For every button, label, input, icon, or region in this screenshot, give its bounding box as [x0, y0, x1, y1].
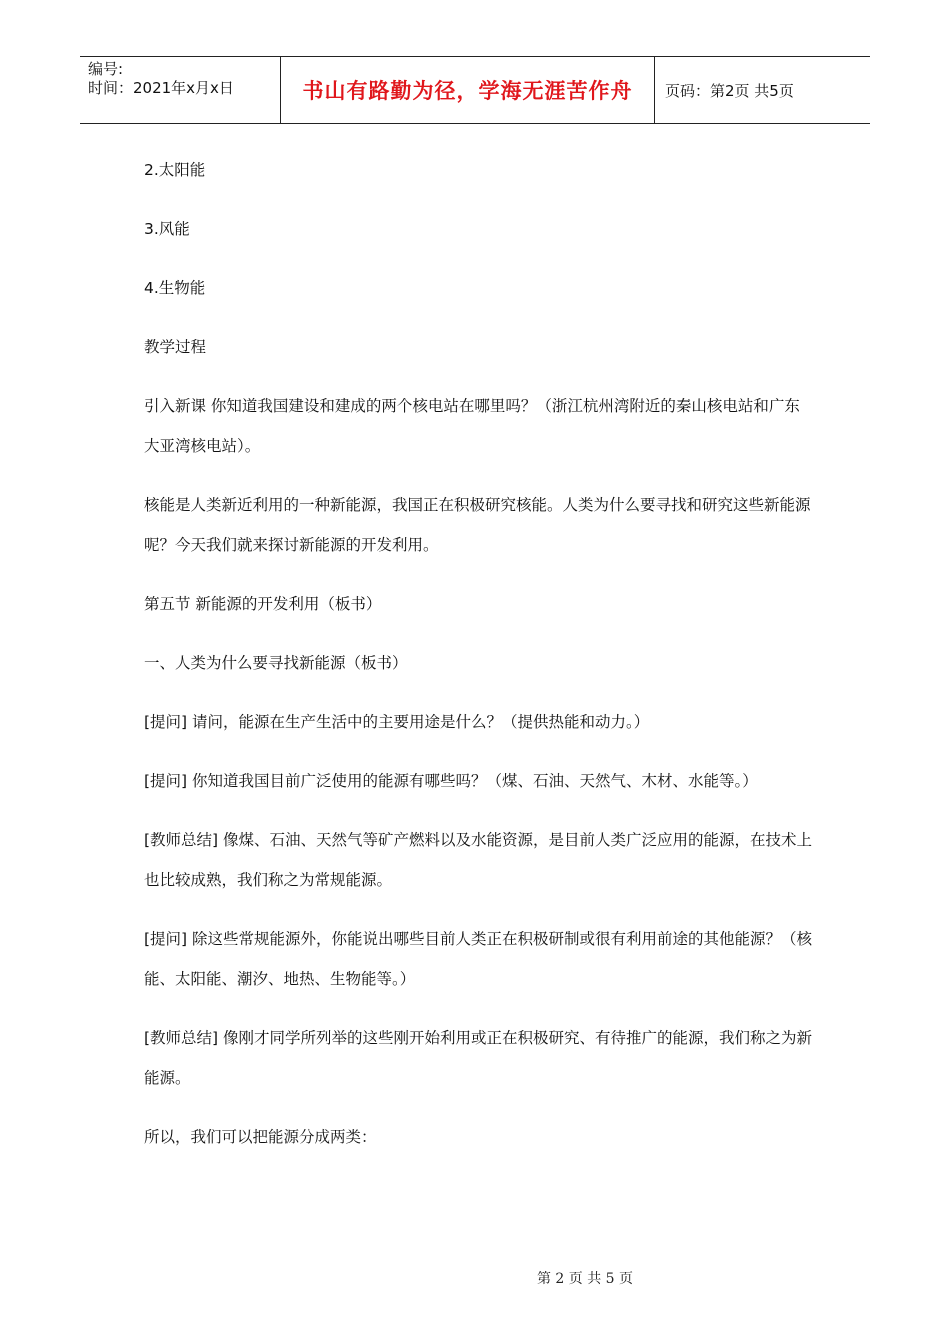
paragraph-intro: 引入新课 你知道我国建设和建成的两个核电站在哪里吗？（浙江杭州湾附近的秦山核电站和广东大亚湾核电站）。 — [144, 397, 800, 455]
subsection-title: 一、人类为什么要寻找新能源（板书） — [144, 654, 408, 672]
paragraph-conclusion: 所以，我们可以把能源分成两类： — [144, 1128, 377, 1146]
header-page-number: 页码：第2页 共5页 — [665, 81, 794, 100]
paragraph-nuclear: 核能是人类新近利用的一种新能源，我国正在积极研究核能。人类为什么要寻找和研究这些新能源呢？今天我们就来探讨新能源的开发利用。 — [144, 496, 811, 554]
teacher-summary-1: [教师总结] 像煤、石油、天然气等矿产燃料以及水能资源，是目前人类广泛应用的能源，在技术上也比较成熟，我们称之为常规能源。 — [144, 831, 813, 889]
document-date: 时间：2021年x月x日 — [88, 79, 234, 97]
header-meta — [80, 57, 281, 123]
question-1: [提问] 请问，能源在生产生活中的主要用途是什么？（提供热能和动力。） — [144, 713, 650, 731]
list-item-solar: 2.太阳能 — [144, 161, 206, 179]
list-item-wind: 3.风能 — [144, 220, 190, 238]
document-body — [144, 150, 814, 1157]
section-heading-teaching-process: 教学过程 — [144, 338, 207, 356]
header-motto: 书山有路勤为径，学海无涯苦作舟 — [281, 57, 655, 123]
page-footer: 第 2 页 共 5 页 — [536, 1271, 634, 1287]
question-2: [提问] 你知道我国目前广泛使用的能源有哪些吗？（煤、石油、天然气、木材、水能等。） — [144, 772, 758, 790]
question-3: [提问] 除这些常规能源外，你能说出哪些目前人类正在积极研制或很有利用前途的其他能源？（核能、太阳能、潮汐、地热、生物能等。） — [144, 930, 813, 988]
list-item-biomass: 4.生物能 — [144, 279, 206, 297]
teacher-summary-2: [教师总结] 像刚才同学所列举的这些刚开始利用或正在积极研究、有待推广的能源，我们称之为新能源。 — [144, 1029, 813, 1087]
page-header — [80, 56, 870, 124]
section-title: 第五节 新能源的开发利用（板书） — [144, 595, 382, 613]
document-number-label: 编号: — [88, 60, 124, 78]
